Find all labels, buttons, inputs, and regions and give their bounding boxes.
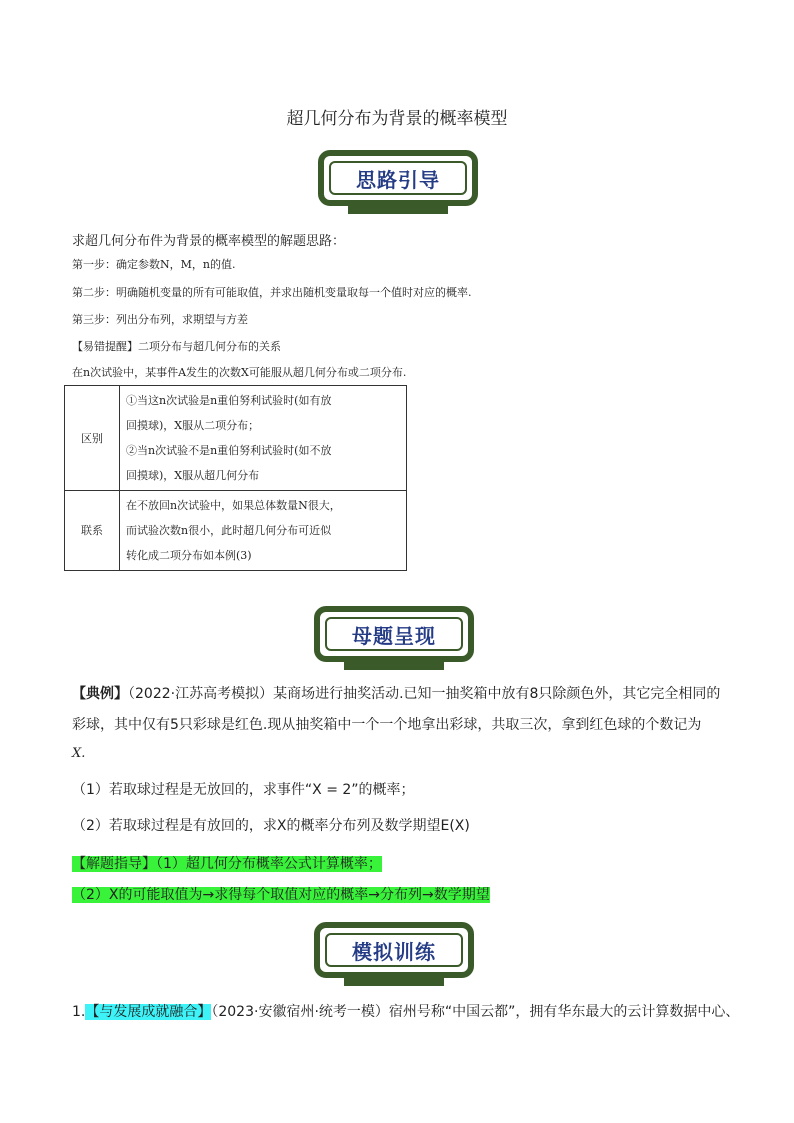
cell-line: 回摸球)，X服从超几何分布 [126,469,260,482]
page-title: 超几何分布为背景的概率模型 [286,109,508,129]
badge-bar [344,658,444,670]
badge-bar [348,202,448,214]
step-3: 第三步：列出分布列，求期望与方差 [72,313,248,326]
cell-line: ②当n次试验不是n重伯努利试验时(如不放 [126,444,332,457]
hint-line-2 [72,884,490,904]
section-badge-mother [314,606,474,662]
badge-label: 思路引导 [356,168,440,192]
comparison-table [64,385,407,571]
badge-bar [344,974,444,986]
example-line-1 [72,683,720,703]
problem-tag: 【与发展成就融合】 [85,1004,212,1020]
step-1: 第一步：确定参数N，M，n的值. [72,258,236,271]
hint-highlight: （2）X的可能取值为→求得每个取值对应的概率→分布列→数学期望 [72,887,490,903]
step-2: 第二步：明确随机变量的所有可能取值，并求出随机变量取每一个值时对应的概率. [72,286,472,299]
problem-text: （2023·安徽宿州·统考一模）宿州号称“中国云都”，拥有华东最大的云计算数据中心、 [211,1004,740,1020]
example-tag: 【典例】 [72,686,128,702]
cell-line: 而试验次数n很小，此时超几何分布可近似 [126,524,332,537]
tip-heading: 【易错提醒】二项分布与超几何分布的关系 [72,340,281,353]
table-row [65,386,407,491]
question-1: （1）若取球过程是无放回的，求事件“X = 2”的概率； [72,782,415,798]
problem-1 [72,1001,739,1021]
badge-label: 模拟训练 [352,940,436,964]
thinking-intro: 求超几何分布件为背景的概率模型的解题思路： [72,234,346,249]
problem-number: 1. [72,1004,86,1020]
row-label-relation: 联系 [65,491,120,571]
section-badge-thinking [318,150,478,206]
badge-label: 母题呈现 [352,624,436,648]
row-label-difference: 区别 [65,386,120,491]
row-content-relation [120,491,407,571]
cell-line: 转化成二项分布如本例(3) [126,549,252,562]
row-content-difference [120,386,407,491]
hint-highlight: 【解题指导】（1）超几何分布概率公式计算概率； [72,856,382,872]
example-line-2: 彩球，其中仅有5只彩球是红色.现从抽奖箱中一个一个地拿出彩球，共取三次，拿到红色球的个数记为 [72,717,702,733]
table-row [65,491,407,571]
example-text: （2022·江苏高考模拟）某商场进行抽奖活动.已知一抽奖箱中放有8只除颜色外，其它完全相同的 [128,686,721,702]
hint-line-1 [72,853,382,873]
question-2: （2）若取球过程是有放回的，求X的概率分布列及数学期望E(X) [72,818,470,834]
tip-line: 在n次试验中，某事件A发生的次数X可能服从超几何分布或二项分布. [72,366,407,379]
example-line-3: X. [72,746,86,761]
cell-line: ①当这n次试验是n重伯努利试验时(如有放 [126,394,332,407]
section-badge-training [314,922,474,978]
cell-line: 回摸球)，X服从二项分布； [126,419,260,432]
cell-line: 在不放回n次试验中，如果总体数量N很大， [126,499,341,512]
